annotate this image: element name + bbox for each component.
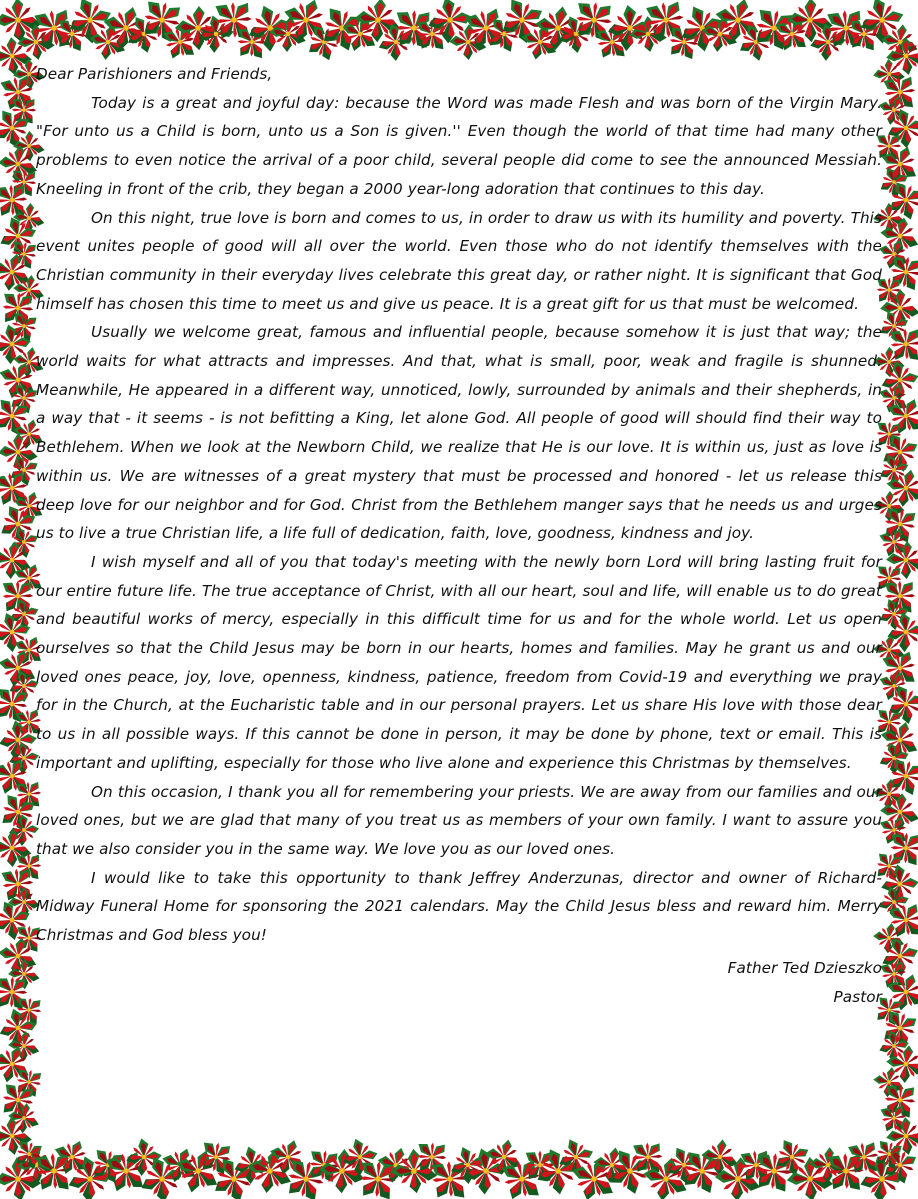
paragraph-4: I wish myself and all of you that today's meeting with the newly born Lord will bring lasting fruit for our entire future life. The true acceptance of Christ, with all our heart, soul and life, will enable us to do great and beautiful works of mercy, especially in this difficult time for us and for the whole world. Let us open ourselves so that the Child Jesus may be born in our hearts, homes and families. May he grant us and our loved ones peace, joy, love, openness, kindness, patience, freedom from Covid-19 and everything we pray for in the Church, at the Eucharistic table and in our personal prayers. Let us share His love with those dear to us in all possible ways. If this cannot be done in person, it may be done by phone, text or email. This is important and uplifting, especially for those who live alone and experience this Christmas by themselves. xyxy=(36,552,882,772)
paragraph-1: Today is a great and joyful day: because the Word was made Flesh and was born of the Virgin Mary. "For unto us a Child is born, unto us a Son is given.'' Even though the world of that time had many other problems to even notice the arrival of a poor child, several people did come to see the announced Messiah. Kneeling in front of the crib, they began a 2000 year-long adoration that continues to this day. xyxy=(36,93,882,198)
border-top xyxy=(0,0,918,68)
paragraph-3: Usually we welcome great, famous and influential people, because somehow it is just that way; the world waits for what attracts and impresses. And that, what is small, poor, weak and fragile is shunned. Meanwhile, He appeared in a different way, unnoticed, lowly, surrounded by animals and their shepherds, in a way that - it seems - is not befitting a King, let alone God. All people of good will should find their way to Bethlehem. When we look at the Newborn Child, we realize that He is our love. It is within us, just as love is within us. We are witnesses of a great mystery that must be processed and honored - let us release this deep love for our neighbor and for God. Christ from the Bethlehem manger says that he needs us and urges us to live a true Christian life, a life full of dedication, faith, love, goodness, kindness and joy. xyxy=(36,323,882,543)
paragraph-2: On this night, true love is born and comes to us, in order to draw us with its humility and poverty. This event unites people of good will all over the world. Even those who do not identify themselves with the Christian community in their everyday lives celebrate this great day, or rather night. It is significant that God himself has chosen this time to meet us and give us peace. It is a great gift for us that must be welcomed. xyxy=(36,208,882,313)
signature-block xyxy=(36,954,882,1011)
border-bottom xyxy=(0,1131,918,1199)
signature-name: Father Ted Dzieszko xyxy=(727,958,882,977)
salutation: Dear Parishioners and Friends, xyxy=(36,65,273,83)
paragraph-6: I would like to take this opportunity to thank Jeffrey Anderzunas, director and owner of Richard-Midway Funeral Home for sponsoring the 2021 calendars. May the Child Jesus bless and reward him. Merry Christmas and God bless you! xyxy=(36,868,882,945)
signature-title: Pastor xyxy=(833,987,882,1006)
paragraph-5: On this occasion, I thank you all for remembering your priests. We are away from our families and our loved ones, but we are glad that many of you treat us as members of your own family. I want to assure you that we also consider you in the same way. We love you as our loved ones. xyxy=(36,782,882,858)
letter-body xyxy=(36,60,882,1011)
